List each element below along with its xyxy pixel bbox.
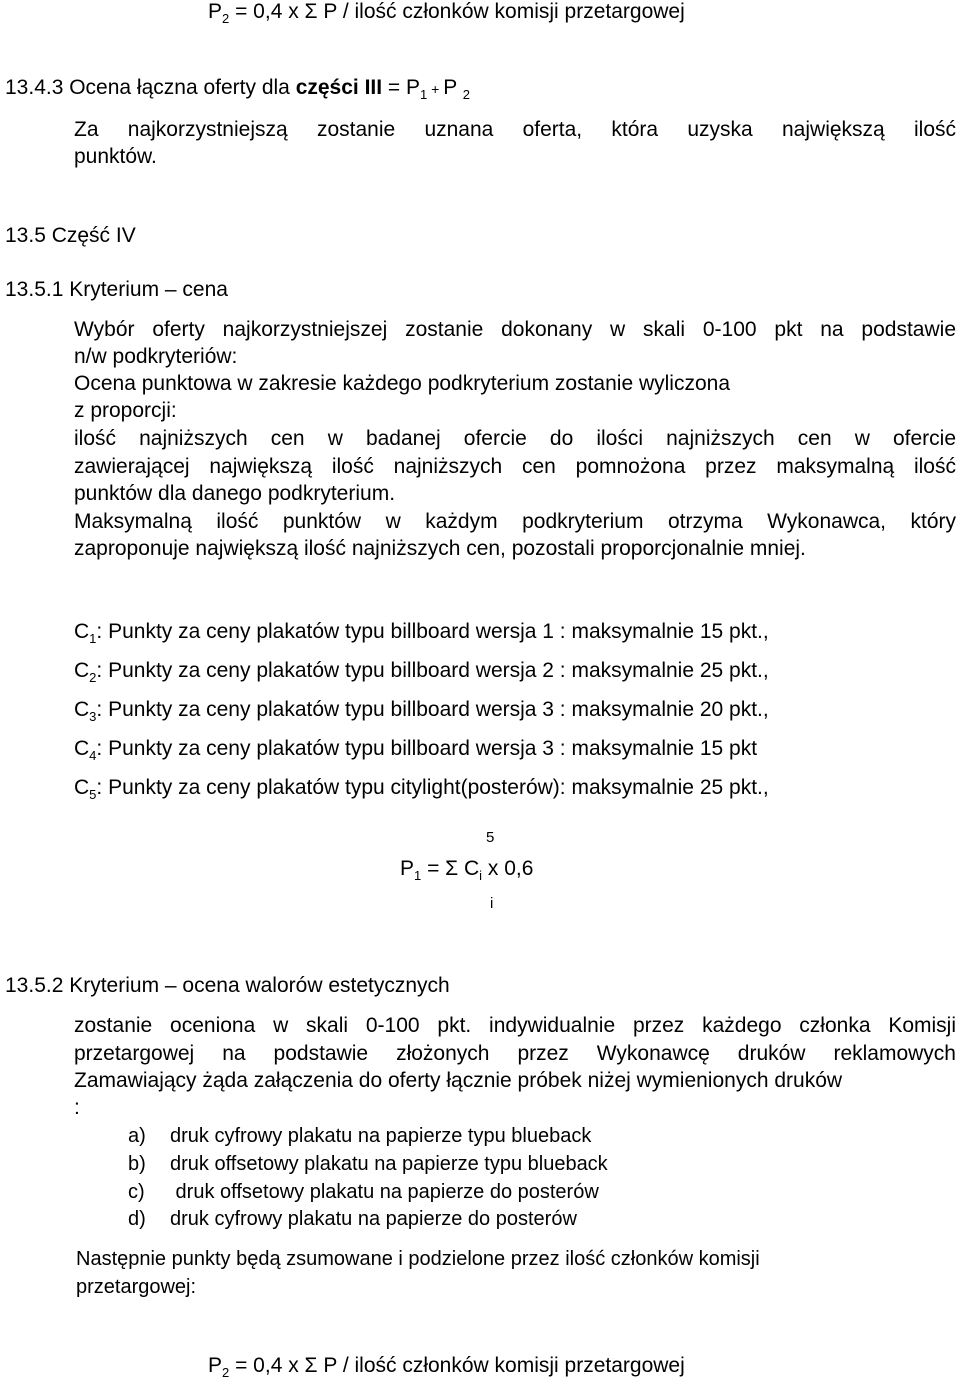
- paragraph-3-line1: Następnie punkty będą zsumowane i podzielone przez ilość członków komisji: [76, 1248, 760, 1270]
- paragraph-1-line3: Ocena punktowa w zakresie każdego podkryterium zostanie wyliczona: [74, 372, 730, 395]
- paragraph-1-line5: ilość najniższych cen w badanej ofercie do ilości najniższych cen w ofercie: [74, 427, 956, 450]
- list-item-b: b) druk offsetowy plakatu na papierze typu blueback: [128, 1153, 608, 1175]
- paragraph-1-line7: punktów dla danego podkryterium.: [74, 482, 396, 505]
- paragraph-1-line4: z proporcji:: [74, 399, 177, 422]
- criterion-c4: $C_4$: Punkty za ceny plakatów typu billboard wersja 3 : maksymalnie 15 pkt: [74, 737, 758, 763]
- list-item-c: c) druk offsetowy plakatu na papierze do posterów: [128, 1181, 599, 1203]
- section-13-4-3-heading: 13.4.3 Ocena łączna oferty dla części III = $P_1 + P$ $_2$: [5, 76, 470, 102]
- list-item-a: a) druk cyfrowy plakatu na papierze typu blueback: [128, 1125, 592, 1147]
- criterion-c3: $C_3$: Punkty za ceny plakatów typu billboard wersja 3 : maksymalnie 20 pkt.,: [74, 698, 769, 724]
- paragraph-3-line2: przetargowej:: [76, 1276, 197, 1298]
- section-13-5-2-heading: 13.5.2 Kryterium – ocena walorów estetycznych: [5, 974, 450, 997]
- formula-p1-lower-limit: i: [490, 895, 494, 912]
- list-item-d: d) druk cyfrowy plakatu na papierze do posterów: [128, 1208, 577, 1230]
- paragraph-2-line4: :: [74, 1096, 80, 1119]
- paragraph-1-line1: Wybór oferty najkorzystniejszej zostanie dokonany w skali 0-100 pkt na podstawie: [74, 318, 956, 341]
- winner-text-line1: Za najkorzystniejszą zostanie uznana oferta, która uzyska największą ilość: [74, 118, 956, 141]
- paragraph-2-line1: zostanie oceniona w skali 0-100 pkt. indywidualnie przez każdego członka Komisji: [74, 1014, 956, 1037]
- section-13-5-1-heading: 13.5.1 Kryterium – cena: [5, 278, 228, 301]
- paragraph-2-line2: przetargowej na podstawie złożonych przez Wykonawcę druków reklamowych: [74, 1042, 956, 1065]
- formula-p1-upper-limit: 5: [486, 829, 495, 846]
- criterion-c2: $C_2$: Punkty za ceny plakatów typu billboard wersja 2 : maksymalnie 25 pkt.,: [74, 659, 769, 685]
- paragraph-2-line3: Zamawiający żąda załączenia do oferty łącznie próbek niżej wymienionych druków: [74, 1069, 843, 1092]
- formula-p1: $P_1 = \Sigma$ $C_i$ x 0,6: [400, 857, 534, 883]
- paragraph-1-line2: n/w podkryteriów:: [74, 345, 238, 368]
- criterion-c5: $C_5$: Punkty za ceny plakatów typu citylight(posterów): maksymalnie 25 pkt.,: [74, 776, 769, 802]
- formula-p2-bottom: $P_2 = 0,4$ x Σ P / ilość członków komisji przetargowej: [208, 1354, 685, 1380]
- paragraph-1-line9: zaproponuje największą ilość najniższych cen, pozostali proporcjonalnie mniej.: [74, 537, 806, 560]
- section-13-5-heading: 13.5 Część IV: [5, 224, 136, 247]
- formula-p2-top: $P_2 = 0,4$ x Σ P / ilość członków komisji przetargowej: [208, 0, 685, 26]
- criterion-c1: $C_1$: Punkty za ceny plakatów typu billboard wersja 1 : maksymalnie 15 pkt.,: [74, 620, 769, 646]
- paragraph-1-line6: zawierającej największą ilość najniższych cen pomnożona przez maksymalną ilość: [74, 455, 956, 478]
- paragraph-1-line8: Maksymalną ilość punktów w każdym podkryterium otrzyma Wykonawca, który: [74, 510, 956, 533]
- winner-text-line2: punktów.: [74, 145, 157, 168]
